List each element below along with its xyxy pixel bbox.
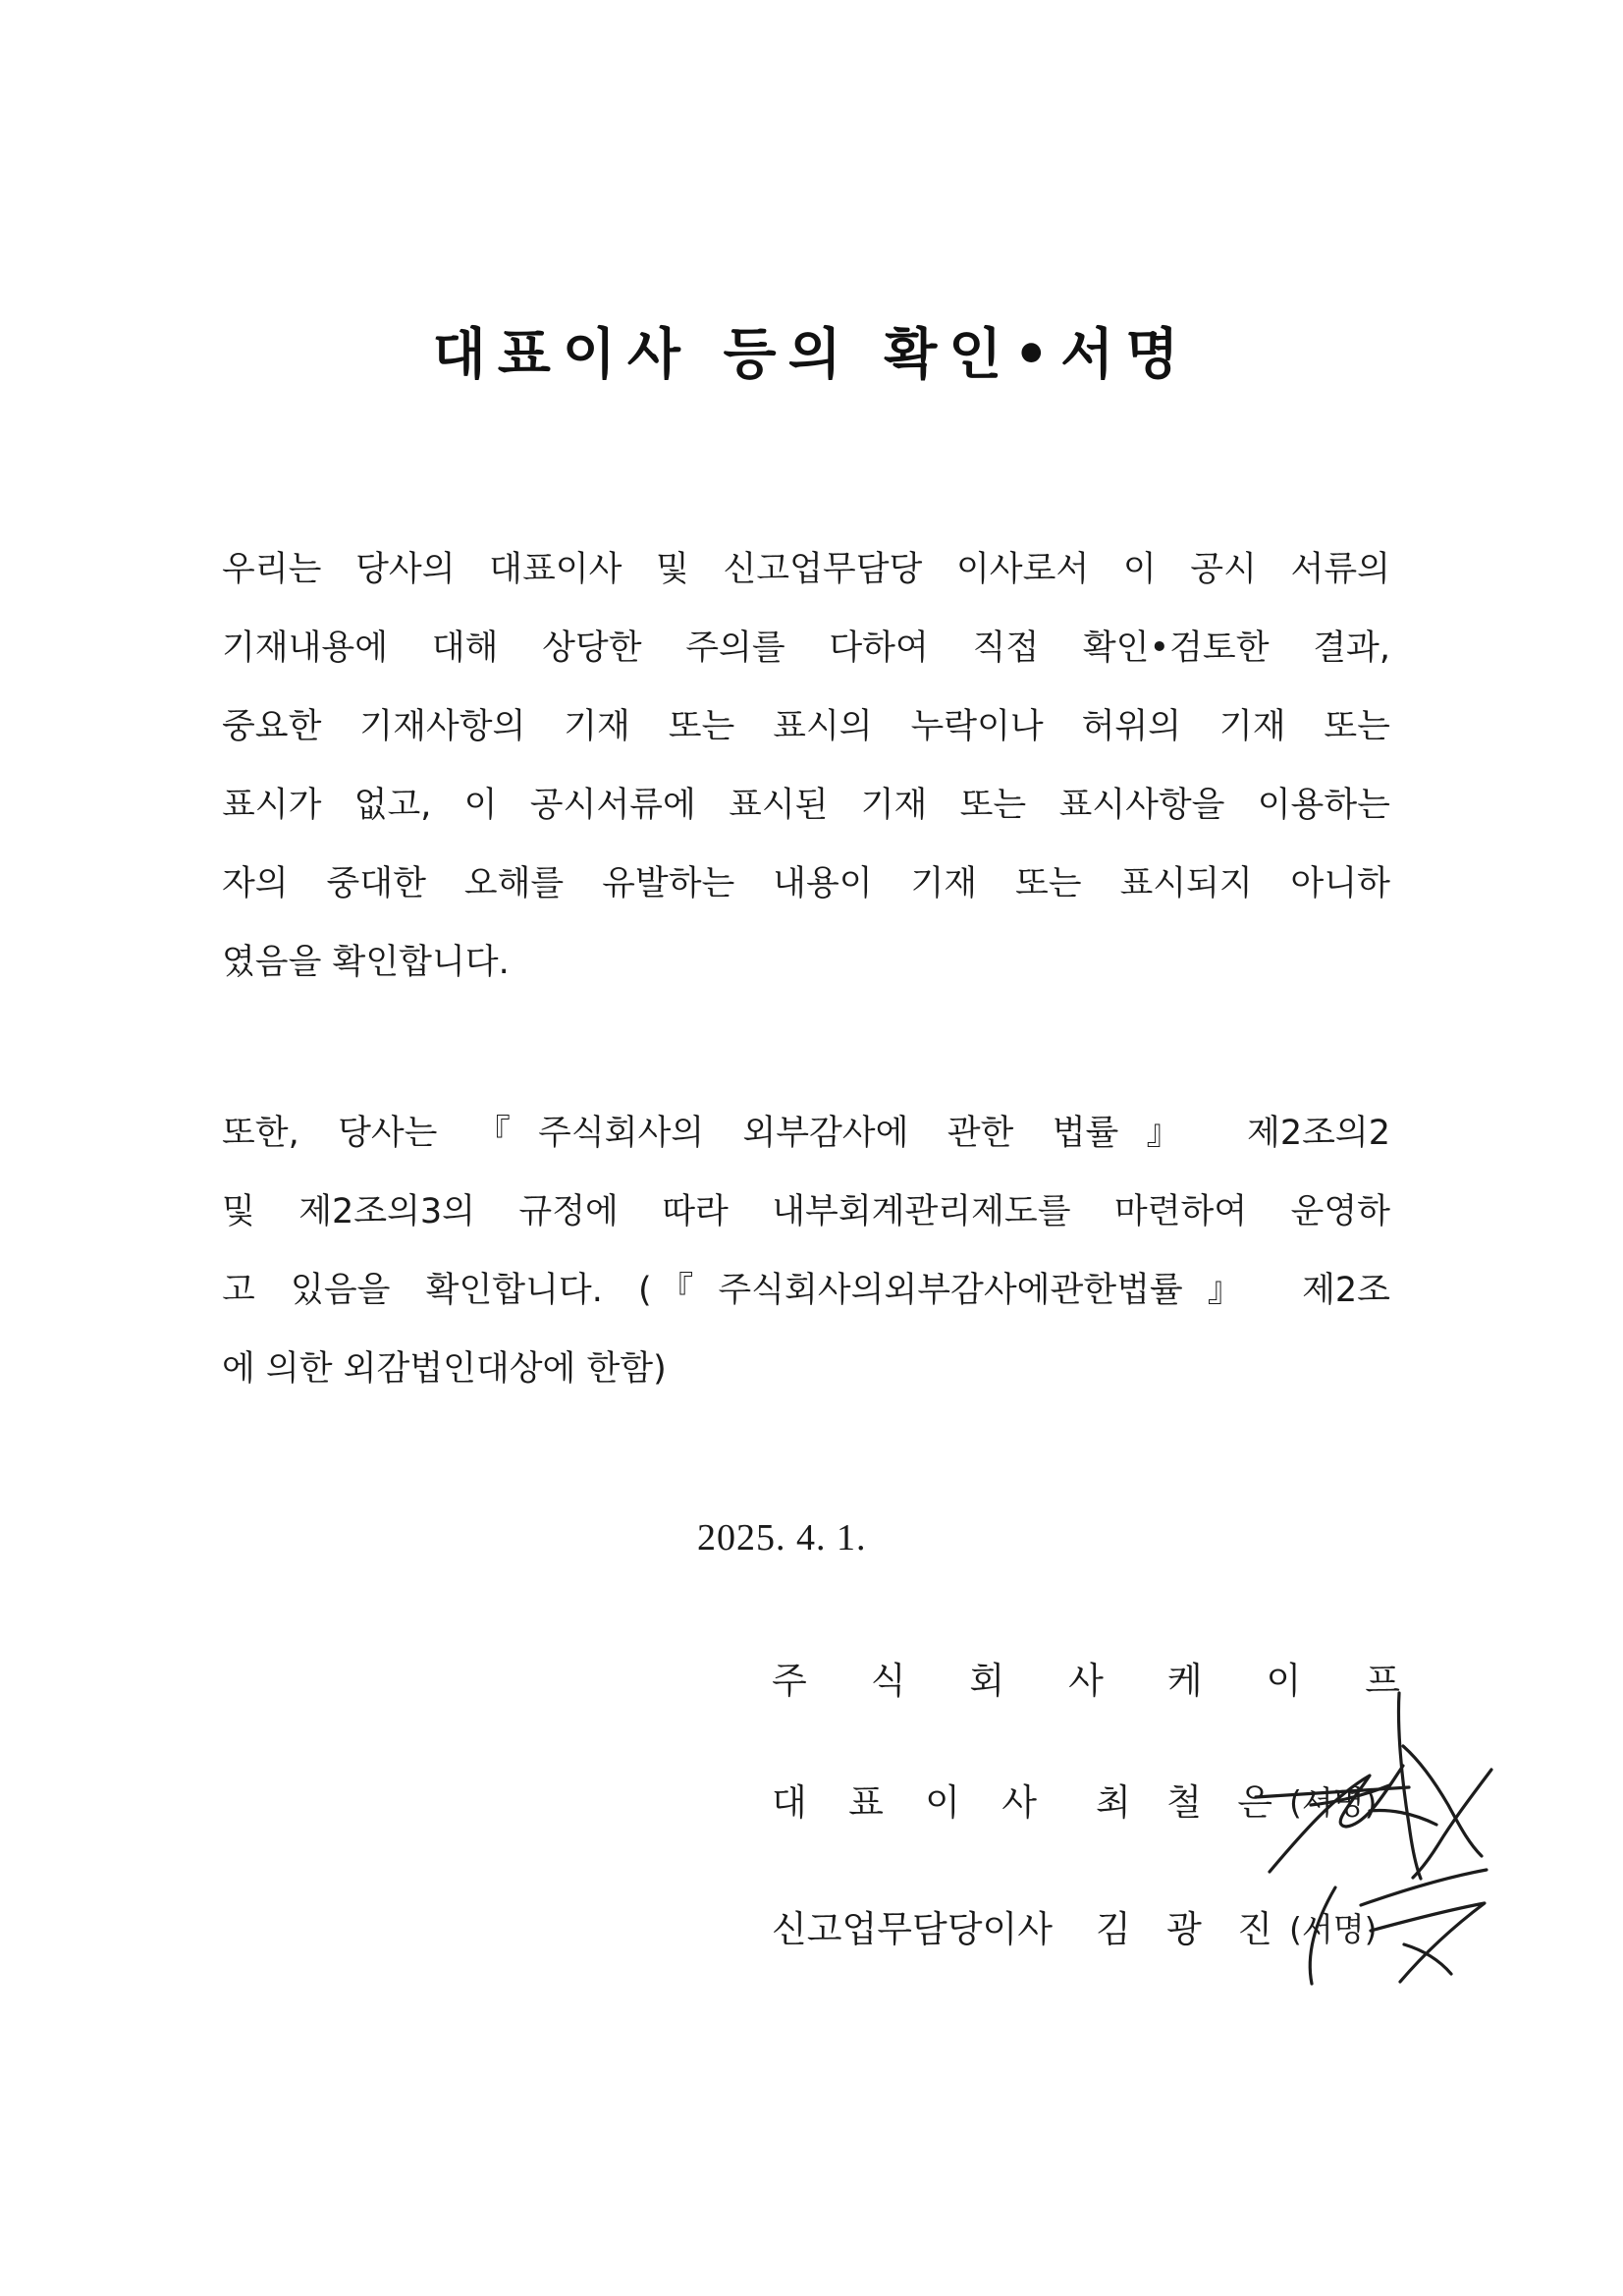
company-name: 주 식 회 사 케 이 프 bbox=[772, 1660, 1400, 1702]
signature-mark: (서명) bbox=[1289, 1783, 1378, 1822]
signature-mark: (서명) bbox=[1289, 1910, 1378, 1948]
paragraph-line: 우리는 당사의 대표이사 및 신고업무담당 이사로서 이 공시 서류의 bbox=[222, 550, 1390, 589]
paragraph-line: 또한, 당사는 『주식회사의 외부감사에 관한 법률』 제2조의2 bbox=[222, 1114, 1390, 1153]
paragraph-line: 고 있음을 확인합니다. (『주식회사의외부감사에관한법률』 제2조 bbox=[222, 1271, 1390, 1310]
signer-row-ceo bbox=[772, 1774, 1400, 1832]
signer-role: 대 표 이 사 bbox=[772, 1781, 1037, 1824]
signer-role: 신고업무담당이사 bbox=[772, 1908, 1053, 1950]
document-date: 2025. 4. 1. bbox=[697, 1517, 867, 1558]
signer-row-officer bbox=[772, 1900, 1400, 1959]
paragraph-line: 중요한 기재사항의 기재 또는 표시의 누락이나 허위의 기재 또는 bbox=[222, 707, 1390, 746]
paragraph-line: 자의 중대한 오해를 유발하는 내용이 기재 또는 표시되지 아니하 bbox=[222, 864, 1390, 903]
internal-control-paragraph bbox=[222, 1110, 1390, 1424]
paragraph-line: 표시가 없고, 이 공시서류에 표시된 기재 또는 표시사항을 이용하는 bbox=[222, 786, 1390, 825]
paragraph-line: 였음을 확인합니다. bbox=[222, 943, 510, 982]
signer-name: 최 철 은 bbox=[1096, 1781, 1272, 1824]
paragraph-line: 기재내용에 대해 상당한 주의를 다하여 직접 확인•검토한 결과, bbox=[222, 629, 1390, 668]
company-row bbox=[772, 1652, 1400, 1711]
confirmation-paragraph bbox=[222, 546, 1390, 1017]
signer-name: 김 광 진 bbox=[1096, 1908, 1272, 1950]
paragraph-line: 에 의한 외감법인대상에 한함) bbox=[222, 1349, 667, 1389]
document-title: 대표이사 등의 확인•서명 bbox=[432, 323, 1191, 387]
paragraph-line: 및 제2조의3의 규정에 따라 내부회계관리제도를 마련하여 운영하 bbox=[222, 1192, 1390, 1231]
